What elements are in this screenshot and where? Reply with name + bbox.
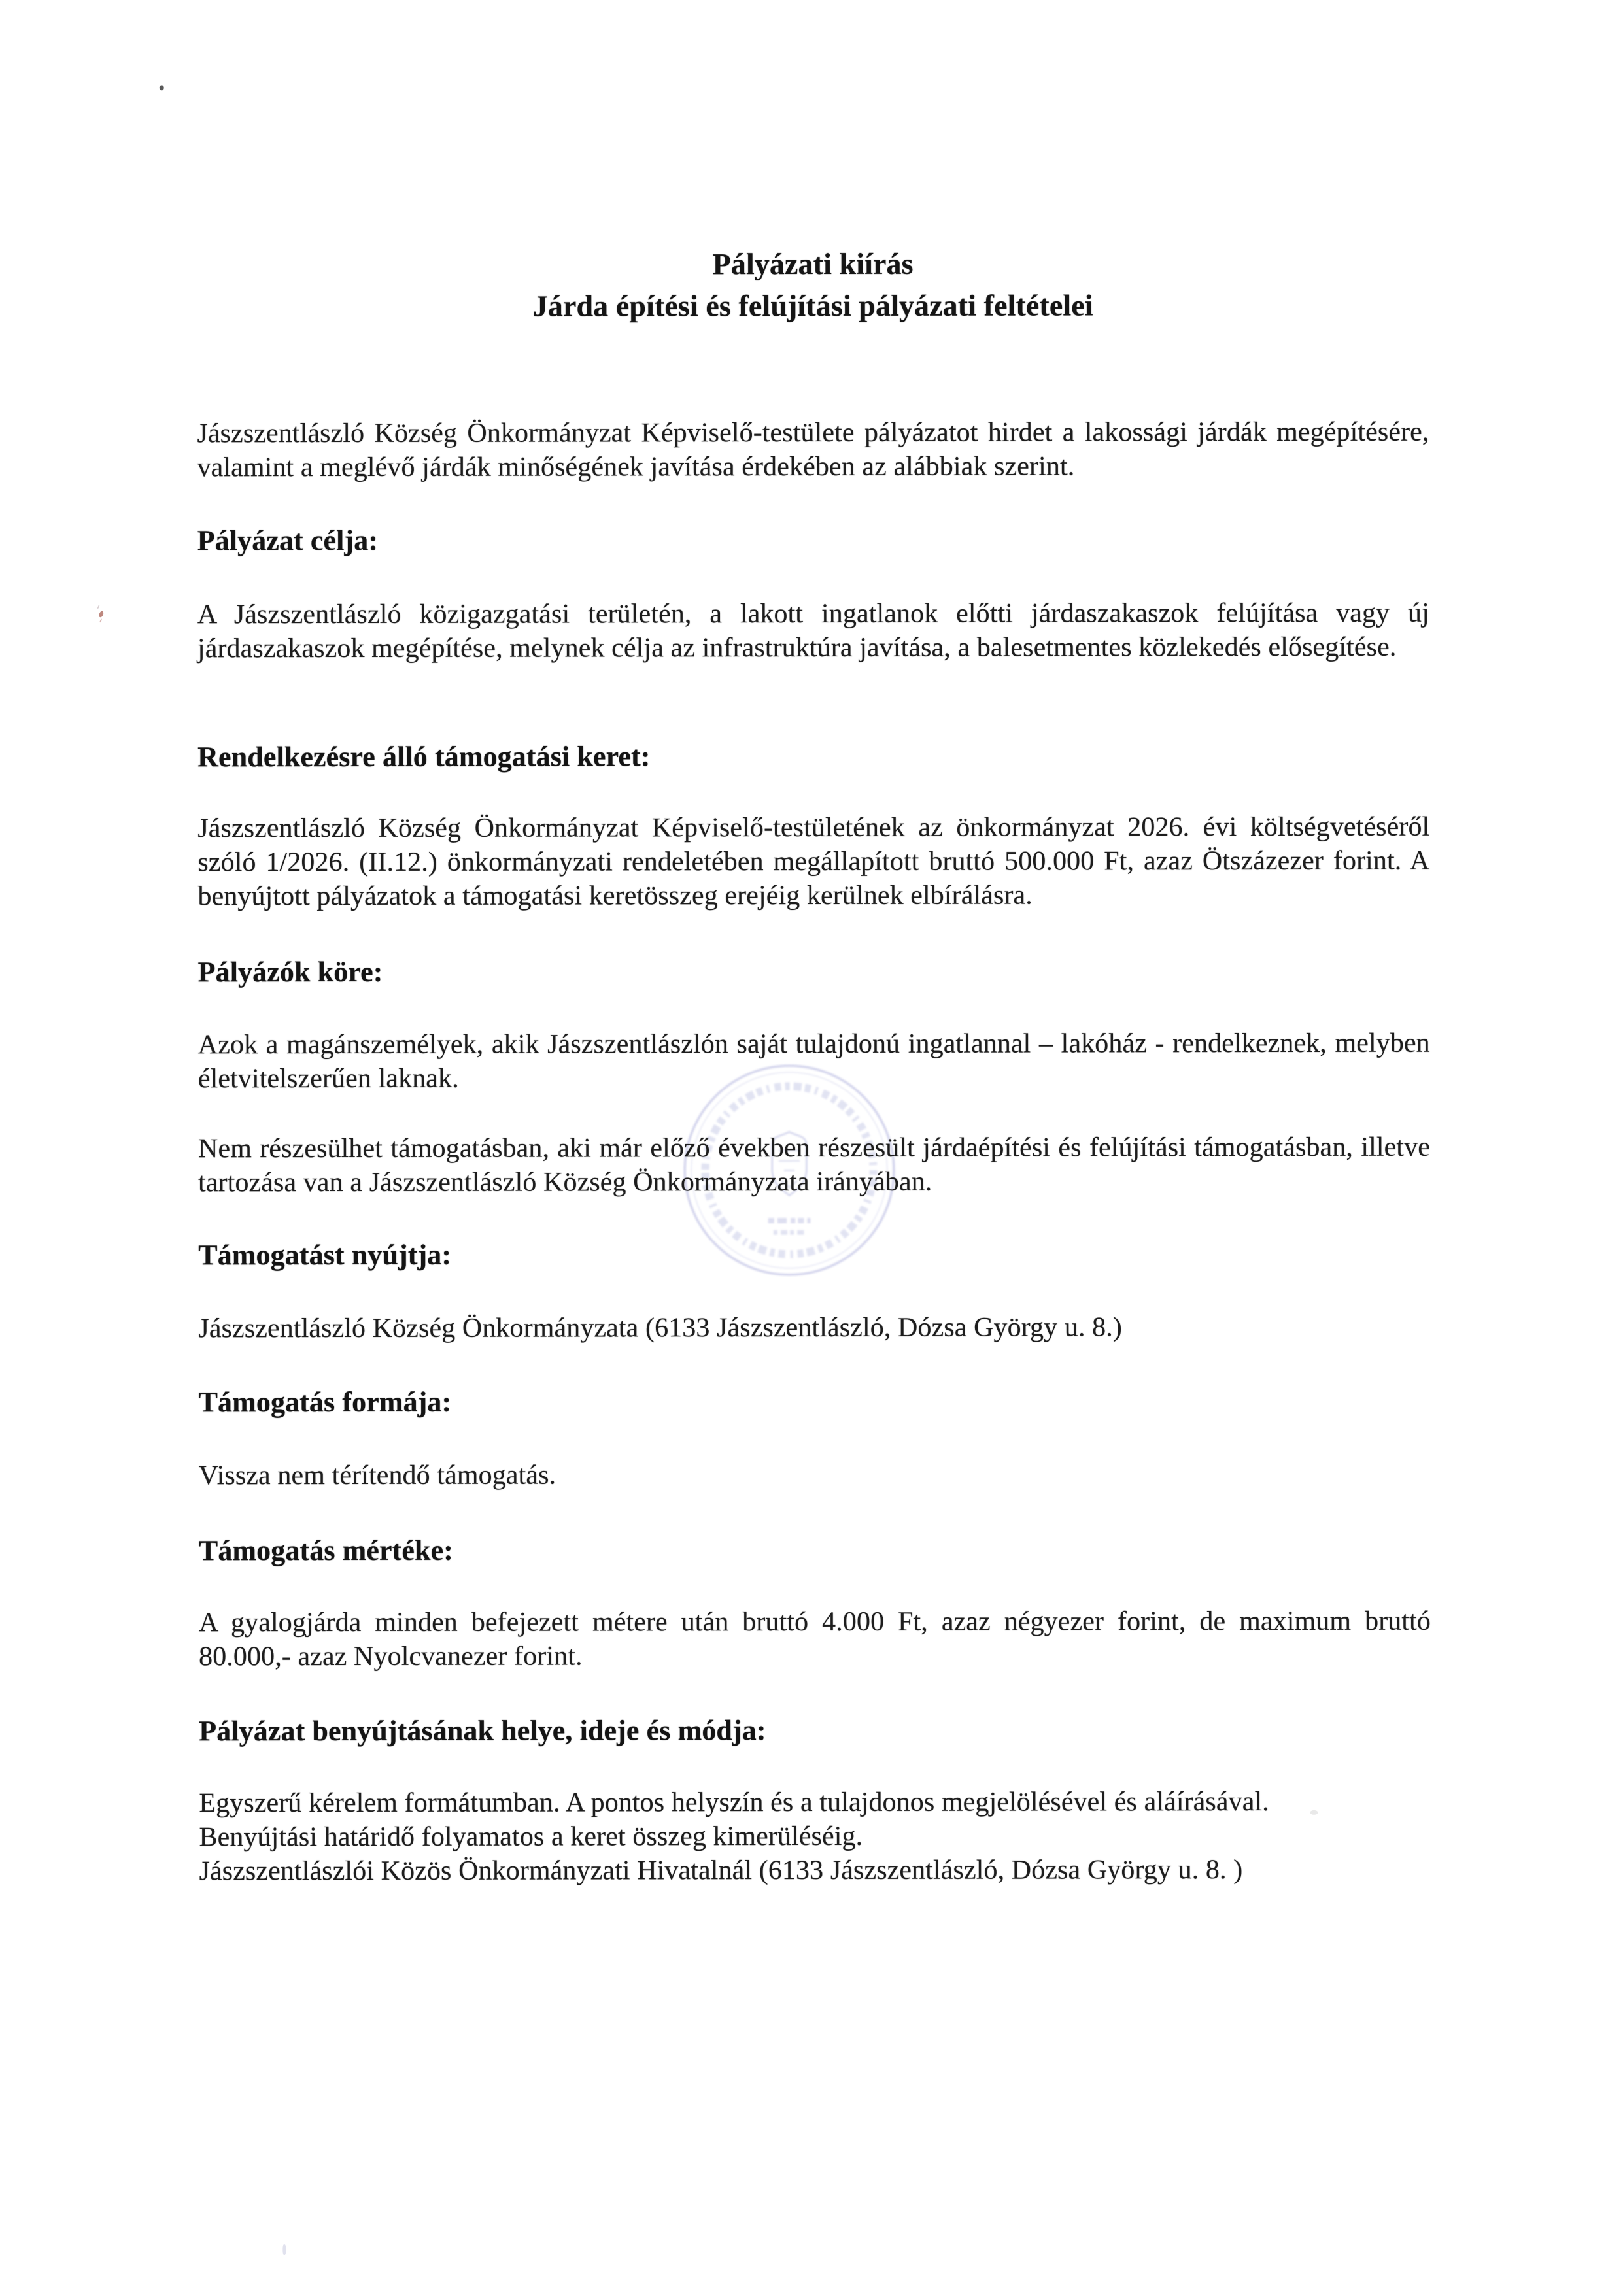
heading-tamogatast-nyujtja: Támogatást nyújtja: [198, 1238, 452, 1272]
scan-speck-bottom-icon [282, 2244, 286, 2255]
intro-paragraph: Jászszentlászló Község Önkormányzat Képviselő-testülete pályázatot hirdet a lakossági járdák megépítésére, valamint a meglévő járdák minőségének javítása érdekében az alábbiak szerint. [197, 416, 1429, 483]
heading-palyazat-celja: Pályázat célja: [197, 524, 379, 557]
paragraph-palyazok-kore-2: Nem részesülhet támogatásban, aki már előző években részesült járdaépítési és felújítási támogatásban, illetve tartozása van a Jászszentlászló Község Önkormányzata irányában. [197, 1132, 1431, 1198]
paragraph-benyujtas-helye: Egyszerű kérelem formátumban. A pontos helyszín és a tulajdonos megjelölésével és aláírásával. Benyújtási határidő folyamatos a keret összeg kimerüléséig. Jászszentlászlói Közös Önkormányzati Hivatalnál (6133 Jászszentlászló, Dózsa György u. 8. ) [199, 1787, 1269, 1887]
paragraph-tamogatas-merteke: A gyalogjárda minden befejezett métere után bruttó 4.000 Ft, azaz négyezer forint, de maximum bruttó 80.000,- azaz Nyolcvanezer forint. [198, 1606, 1431, 1672]
heading-tamogatas-formaja: Támogatás formája: [198, 1385, 452, 1419]
paragraph-tamogatast-nyujtja: Jászszentlászló Község Önkormányzata (6133 Jászszentlászló, Dózsa György u. 8.) [198, 1312, 1122, 1344]
heading-tamogatas-merteke: Támogatás mértéke: [198, 1534, 454, 1567]
paragraph-palyazok-kore-1: Azok a magánszemélyek, akik Jászszentlászlón saját tulajdonú ingatlannal – lakóház - rendelkeznek, melyben életvitelszerűen laknak. [197, 1028, 1430, 1094]
paragraph-tamogatas-formaja: Vissza nem térítendő támogatás. [198, 1460, 556, 1491]
scan-speck-red-icon [98, 611, 105, 618]
paragraph-palyazat-celja: A Jászszentlászló közigazgatási területén, a lakott ingatlanok előtti járdaszakaszok felújítása vagy új járdaszakaszok megépítése, melynek célja az infrastruktúra javítása, a balesetmentes közlekedés elősegítése. [197, 598, 1429, 664]
scan-speck-icon [160, 85, 164, 90]
heading-benyujtas-helye: Pályázat benyújtásának helye, ideje és módja: [199, 1714, 766, 1747]
document-title: Pályázati kiírás Járda építési és felújítási pályázati feltételei [532, 246, 1093, 323]
paragraph-tamogatasi-keret: Jászszentlászló Község Önkormányzat Képviselő-testületének az önkormányzat 2026. évi költségvetéséről szóló 1/2026. (II.12.) önkormányzati rendeletében megállapított bruttó 500.000 Ft, azaz Ötszázezer forint. A benyújtott pályázatok a támogatási keretösszeg erejéig kerülnek elbírálásra. [197, 811, 1430, 912]
heading-tamogatasi-keret: Rendelkezésre álló támogatási keret: [197, 740, 651, 773]
heading-palyazok-kore: Pályázók köre: [197, 955, 383, 988]
